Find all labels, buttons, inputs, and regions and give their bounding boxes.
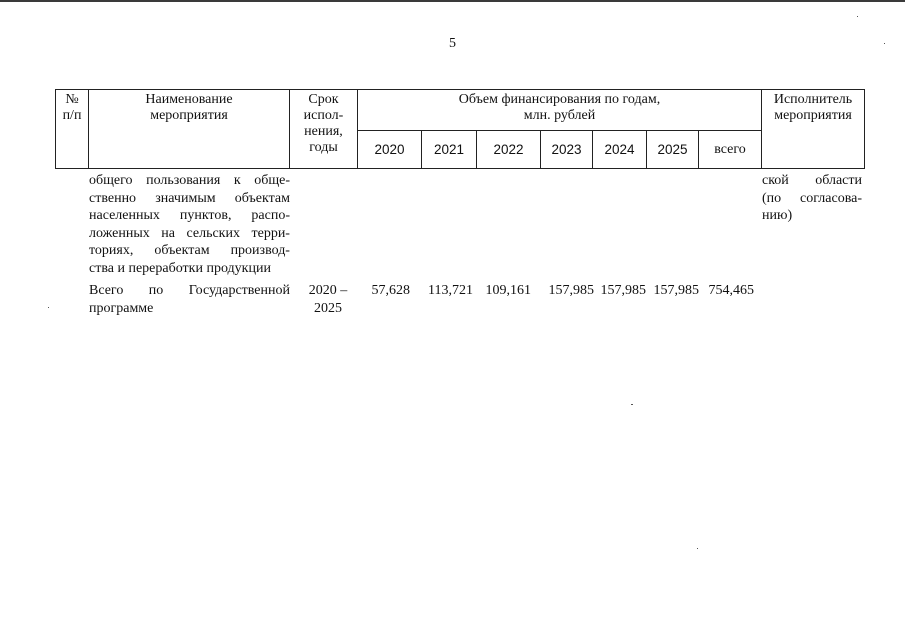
header-funding-line-2: млн. рублей [523, 108, 596, 123]
scan-speck [697, 548, 698, 549]
total-row-name-line: Всего по Государственной [89, 283, 290, 298]
continuation-executor-line: (по согласова- [762, 190, 862, 206]
scan-speck [48, 307, 49, 308]
continuation-executor-line: нию) [762, 208, 793, 223]
continuation-name-line: ственно значимым объектам [89, 190, 290, 206]
page-top-border [0, 0, 905, 2]
funding-table-header [55, 89, 865, 169]
header-year-total: всего [699, 131, 762, 169]
header-year-2020: 2020 [358, 131, 422, 169]
continuation-name-line: ториях, объектам производ- [89, 243, 290, 258]
header-term-line-4: годы [309, 140, 338, 155]
total-row-term [299, 282, 357, 317]
total-row-term-line-1: 2020 – [308, 283, 348, 298]
header-term [290, 90, 358, 169]
continuation-name-line: ства и переработки продукции [89, 260, 271, 276]
header-year-2022: 2022 [477, 131, 541, 169]
total-value-2021: 113,721 [428, 283, 473, 298]
continuation-name-line: общего пользования к обще- [89, 173, 290, 188]
continuation-name-line: ложенных на сельских терри- [89, 225, 290, 241]
total-value-2025: 157,985 [653, 283, 699, 298]
header-name [89, 90, 290, 169]
header-name-line-1: Наименование [145, 92, 233, 107]
total-row-name-line: программе [89, 300, 154, 316]
header-term-line-3: нения, [304, 124, 343, 139]
header-num [56, 90, 89, 169]
header-funding [358, 90, 762, 131]
header-num-line-1: № [65, 92, 79, 107]
total-value-2020: 57,628 [371, 283, 410, 298]
header-executor [762, 90, 865, 169]
total-row-term-line-2: 2025 [314, 300, 342, 316]
header-year-2021: 2021 [422, 131, 477, 169]
total-value-2023: 157,985 [548, 283, 594, 298]
header-year-2023: 2023 [541, 131, 593, 169]
continuation-executor [762, 172, 862, 225]
continuation-name [89, 172, 290, 277]
header-year-2024: 2024 [593, 131, 647, 169]
scan-speck [631, 404, 633, 405]
total-value-2024: 157,985 [600, 283, 646, 298]
continuation-executor-line: ской области [762, 173, 862, 188]
page-number: 5 [449, 36, 456, 51]
header-executor-line-2: мероприятия [774, 108, 852, 123]
header-funding-line-1: Объем финансирования по годам, [458, 92, 661, 107]
total-value-all: 754,465 [708, 283, 754, 298]
continuation-name-line: населенных пунктов, распо- [89, 208, 290, 223]
total-value-2022: 109,161 [485, 283, 531, 298]
scan-speck [884, 43, 885, 44]
header-num-line-2: п/п [62, 108, 82, 123]
total-row-name [89, 282, 290, 317]
scan-speck [857, 16, 858, 17]
header-term-line-2: испол- [303, 108, 344, 123]
header-term-line-1: Срок [308, 92, 339, 107]
header-year-2025: 2025 [647, 131, 699, 169]
header-executor-line-1: Исполнитель [773, 92, 853, 107]
header-name-line-2: мероприятия [150, 108, 228, 123]
